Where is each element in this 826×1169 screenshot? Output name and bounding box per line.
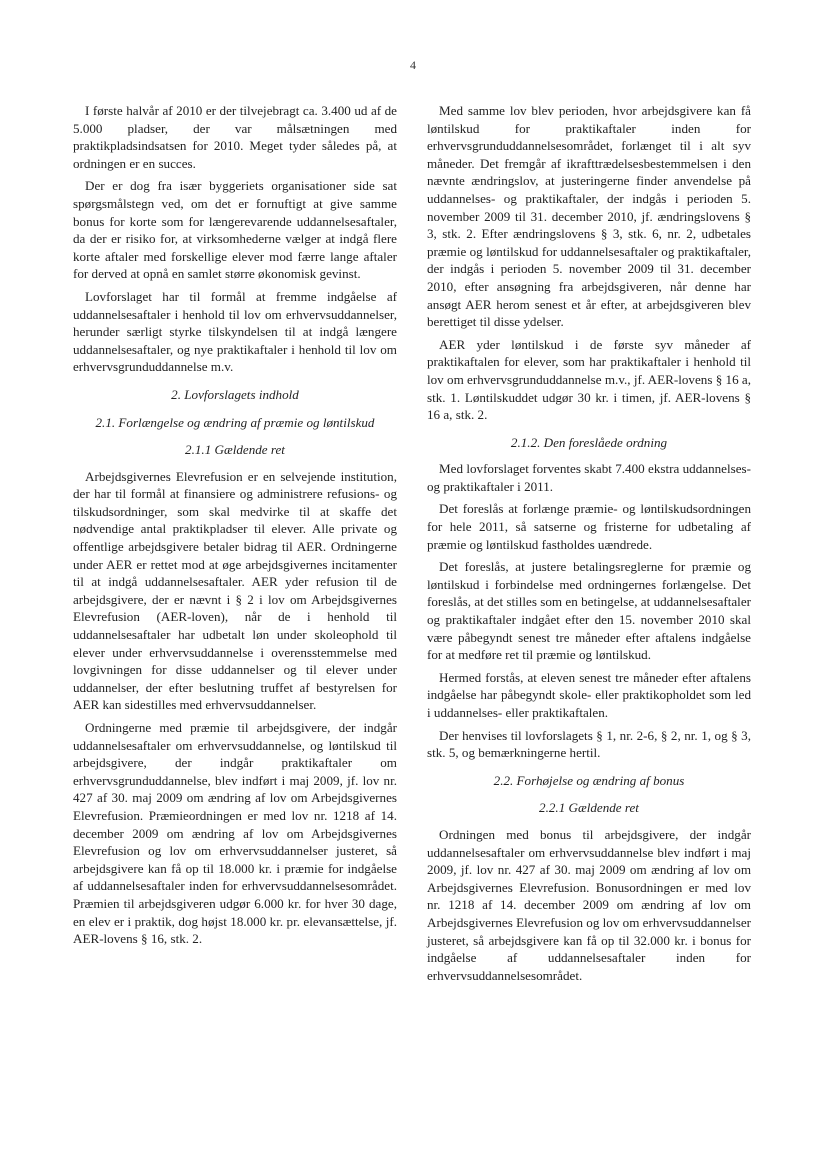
paragraph: I første halvår af 2010 er der tilvejebragt ca. 3.400 ud af de 5.000 pladser, der var målsætningen med praktikpladsindsatsen for 2010. Meget tyder således på, at ordningen er en succes. — [73, 103, 397, 171]
left-column — [73, 102, 397, 953]
subsection-heading: 2.1. Forlængelse og ændring af præmie og løntilskud — [95, 414, 375, 430]
section-heading: 2. Lovforslagets indhold — [171, 386, 299, 402]
paragraph: Det foreslås at forlænge præmie- og løntilskudsordningen for hele 2011, så satserne og fristerne for udbetaling af præmie og løntilskud fastholdes uændrede. — [427, 501, 751, 552]
paragraph: Det foreslås, at justere betalingsreglerne for præmie og løntilskud i forbindelse med ordningernes forlængelse. Det foreslås, at det stilles som en betingelse, at uddannelsesaftaler og praktikaftaler indgået efter den 15. november 2010 skal være påbegyndt senest tre måneder efter aftalens indgåelse for at medføre ret til præmie og løntilskud. — [427, 559, 751, 663]
paragraph: Ordningen med bonus til arbejdsgivere, der indgår uddannelsesaftaler om erhvervsuddannelse blev indført i maj 2009, jf. lov nr. 427 af 30. maj 2009 om ændring af lov om Arbejdsgivernes Elevrefusion. Bonusordningen er med lov nr. 1218 af 14. december 2009 om ændring af lov om Arbejdsgivernes Elevrefusion og lov om erhvervsuddannelser justeret, så arbejdsgivere kan få op til 32.000 kr. i bonus for indgåelse af uddannelsesaftaler inden for erhvervsuddannelsesområdet. — [427, 826, 751, 983]
paragraph: Ordningerne med præmie til arbejdsgivere, der indgår uddannelsesaftaler om erhvervsuddannelse, og løntilskud til arbejdsgivere, der indgår praktikaftaler om erhvervsgrunduddannelse, blev indført i maj 2009, jf. lov nr. 427 af 30. maj 2009 om ændring af lov om Arbejdsgivernes Elevrefusion. Præmieordningen er med lov nr. 1218 af 14. december 2009 om ændring af lov om Arbejdsgivernes Elevrefusion og lov om erhvervsuddannelser justeret, så arbejdsgivere kan få op til 18.000 kr. i præmie for indgåelse af uddannelsesaftaler inden for erhvervsuddannelsesområdet. Præmien til arbejdsgiveren udgør 6.000 kr. for hver 30 dage, en elev er i praktik, dog højst 18.000 kr. pr. elevansættelse, jf. AER-lovens § 16, stk. 2. — [73, 720, 397, 947]
paragraph: AER yder løntilskud i de første syv måneder af praktikaftalen for elever, som har praktikaftaler i henhold til lov om erhvervsgrunduddannelse m.v., jf. AER-lovens § 16 a, stk. 1. Løntilskuddet udgør 30 kr. i timen, jf. AER-lovens § 16 a, stk. 2. — [427, 336, 751, 423]
paragraph: Lovforslaget har til formål at fremme indgåelse af uddannelsesaftaler i henhold til lov om erhvervsuddannelser, herunder særligt styrke tilskyndelsen til at indgå længere uddannelsesaftaler, og nye praktikaftaler i henhold til lov om erhvervsgrunduddannelse m.v. — [73, 288, 397, 375]
paragraph: Hermed forstås, at eleven senest tre måneder efter aftalens indgåelse har påbegyndt skole- eller praktikopholdet som led i uddannelses- eller praktikaftalen. — [427, 669, 751, 720]
page-number: 4 — [410, 58, 416, 72]
paragraph: Med lovforslaget forventes skabt 7.400 ekstra uddannelses- og praktikaftaler i 2011. — [427, 461, 751, 494]
subsubsection-heading: 2.1.2. Den foreslåede ordning — [510, 434, 668, 450]
subsubsection-heading: 2.1.1 Gældende ret — [185, 442, 285, 458]
subsection-heading: 2.2. Forhøjelse og ændring af bonus — [493, 772, 685, 788]
paragraph: Med samme lov blev perioden, hvor arbejdsgivere kan få løntilskud for praktikaftaler inden for erhvervsgrunduddannelsesområdet, forlænget til i alt syv måneder. Det fremgår af ikrafttrædelsesbestemmelsen i den nævnte ændringslov, at justeringerne finder anvendelse på uddannelses- og praktikaftaler, der indgås i perioden 5. november 2009 til 31. december 2010, jf. ændringslovens § 3, stk. 2. Efter ændringslovens § 3, stk. 6, nr. 2, udbetales præmie og løntilskud for uddannelsesaftaler og praktikaftaler, der indgås i perioden 5. november 2009 til 31. december 2010, efter ansøgning fra arbejdsgiveren, når denne har ansøgt AER herom senest et år efter, at arbejdsgiveren blev berettiget til disse ydelser. — [427, 103, 751, 330]
paragraph: Der er dog fra især byggeriets organisationer side sat spørgsmålstegn ved, om det er fornuftigt at give samme bonus for korte som for længerevarende uddannelsesaftaler, da der er risiko for, at virksomhederne vælger at indgå flere korte aftaler med forskellige elever mod færre lange aftaler for derved at opnå en samlet større økonomisk gevinst. — [73, 178, 397, 282]
paragraph: Der henvises til lovforslagets § 1, nr. 2-6, § 2, nr. 1, og § 3, stk. 5, og bemærkningerne hertil. — [427, 727, 751, 761]
subsubsection-heading: 2.2.1 Gældende ret — [539, 800, 639, 816]
paragraph: Arbejdsgivernes Elevrefusion er en selvejende institution, der har til formål at finansiere og administrere refusions- og tilskudsordninger, som skal medvirke til at skaffe det nødvendige antal praktikpladser til elever. Alle private og offentlige arbejdsgivere betaler bidrag til AER. Ordningerne under AER er rettet mod at øge arbejdsgivernes incitamenter til at indgå uddannelsesaftaler. AER yder refusion til de arbejdsgivere, der er nævnt i § 2 i lov om Arbejdsgivernes Elevrefusion (AER-loven), når de i henhold til uddannelsesaftaler har udbetalt løn under skoleophold til elever under erhvervsuddannelse i overensstemmelse med lovgivningen for disse uddannelser og til elever under uddannelser, der efter beslutning truffet af bestyrelsen for AER kan sidestilles med erhvervsuddannelser. — [73, 468, 397, 713]
right-column — [427, 102, 751, 989]
